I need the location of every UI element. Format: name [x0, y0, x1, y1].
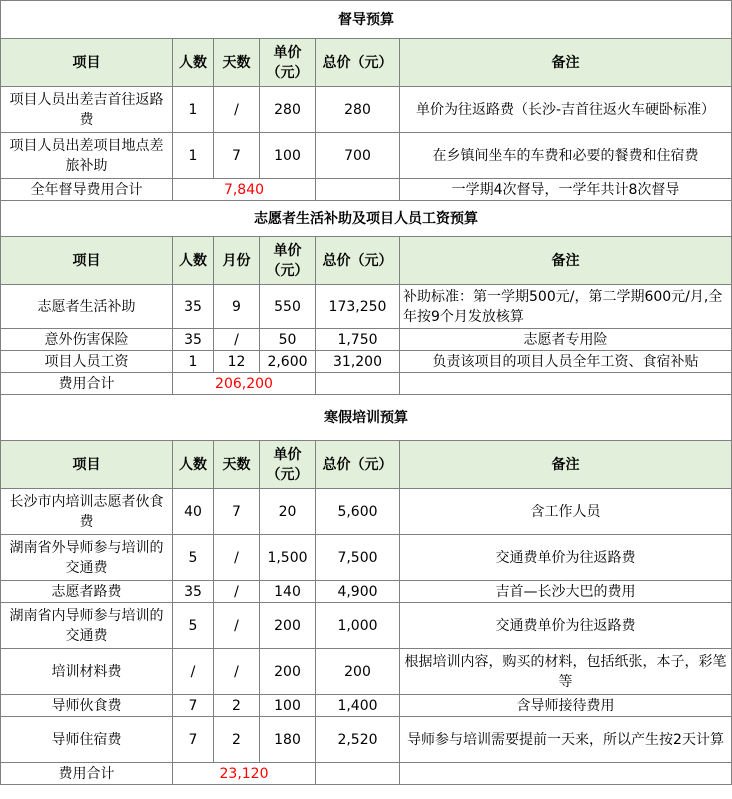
total-row — [1, 763, 732, 785]
item-cell: 项目人员出差项目地点差旅补助 — [1, 133, 173, 179]
total-row — [1, 179, 732, 201]
header-row — [1, 39, 732, 87]
header-days: 天数 — [214, 39, 260, 87]
item-cell: 导师伙食费 — [1, 695, 173, 717]
count-cell: 35 — [173, 329, 214, 351]
remark-cell: 交通费单价为往返路费 — [400, 535, 732, 581]
count-cell: 1 — [173, 87, 214, 133]
header-item: 项目 — [1, 441, 173, 489]
table-row — [1, 535, 732, 581]
unit-price-cell: 100 — [260, 133, 316, 179]
total-price-cell: 173,250 — [316, 285, 400, 329]
table-row — [1, 717, 732, 763]
count-cell: 35 — [173, 581, 214, 603]
days-cell: / — [214, 649, 260, 695]
item-cell: 意外伤害保险 — [1, 329, 173, 351]
total-price-cell: 1,750 — [316, 329, 400, 351]
item-cell: 项目人员出差吉首往返路费 — [1, 87, 173, 133]
days-cell: 7 — [214, 133, 260, 179]
unit-price-cell: 200 — [260, 649, 316, 695]
total-blank — [316, 179, 400, 201]
count-cell: 1 — [173, 133, 214, 179]
total-value: 206,200 — [173, 373, 316, 395]
header-remark: 备注 — [400, 441, 732, 489]
header-item: 项目 — [1, 39, 173, 87]
count-cell: 5 — [173, 603, 214, 649]
total-price-cell: 700 — [316, 133, 400, 179]
days-cell: 2 — [214, 717, 260, 763]
count-cell: 35 — [173, 285, 214, 329]
total-note — [400, 763, 732, 785]
days-cell: / — [214, 581, 260, 603]
total-price-cell: 7,500 — [316, 535, 400, 581]
header-count: 人数 — [173, 39, 214, 87]
header-total-price: 总价（元） — [316, 237, 400, 285]
total-price-cell: 200 — [316, 649, 400, 695]
count-cell: 1 — [173, 351, 214, 373]
header-count: 人数 — [173, 441, 214, 489]
unit-price-cell: 20 — [260, 489, 316, 535]
remark-cell: 吉首—长沙大巴的费用 — [400, 581, 732, 603]
remark-cell: 根据培训内容，购买的材料，包括纸张，本子，彩笔等 — [400, 649, 732, 695]
header-days: 天数 — [214, 441, 260, 489]
item-cell: 项目人员工资 — [1, 351, 173, 373]
total-blank — [316, 763, 400, 785]
unit-price-cell: 550 — [260, 285, 316, 329]
remark-cell: 含工作人员 — [400, 489, 732, 535]
item-cell: 湖南省外导师参与培训的交通费 — [1, 535, 173, 581]
total-note: 一学期4次督导，一学年共计8次督导 — [400, 179, 732, 201]
header-months: 月份 — [214, 237, 260, 285]
total-value: 7,840 — [173, 179, 316, 201]
total-row — [1, 373, 732, 395]
unit-price-cell: 1,500 — [260, 535, 316, 581]
table-row — [1, 581, 732, 603]
item-cell: 长沙市内培训志愿者伙食费 — [1, 489, 173, 535]
total-blank — [316, 373, 400, 395]
section-title-row — [1, 1, 732, 39]
table-row — [1, 285, 732, 329]
unit-price-cell: 180 — [260, 717, 316, 763]
header-unit-price: 单价（元） — [260, 237, 316, 285]
header-row — [1, 441, 732, 489]
table-row — [1, 329, 732, 351]
days-cell: 7 — [214, 489, 260, 535]
table-row — [1, 133, 732, 179]
total-label: 全年督导费用合计 — [1, 179, 173, 201]
table-row — [1, 489, 732, 535]
section-title: 督导预算 — [1, 1, 732, 39]
section-title: 寒假培训预算 — [1, 395, 732, 441]
total-price-cell: 2,520 — [316, 717, 400, 763]
remark-cell: 负责该项目的项目人员全年工资、食宿补贴 — [400, 351, 732, 373]
remark-cell: 在乡镇间坐车的车费和必要的餐费和住宿费 — [400, 133, 732, 179]
header-row — [1, 237, 732, 285]
header-total-price: 总价（元） — [316, 39, 400, 87]
days-cell: / — [214, 603, 260, 649]
unit-price-cell: 50 — [260, 329, 316, 351]
item-cell: 培训材料费 — [1, 649, 173, 695]
total-note — [400, 373, 732, 395]
unit-price-cell: 2,600 — [260, 351, 316, 373]
total-price-cell: 1,400 — [316, 695, 400, 717]
count-cell: 7 — [173, 717, 214, 763]
total-price-cell: 1,000 — [316, 603, 400, 649]
count-cell: 40 — [173, 489, 214, 535]
count-cell: 7 — [173, 695, 214, 717]
unit-price-cell: 200 — [260, 603, 316, 649]
header-item: 项目 — [1, 237, 173, 285]
total-price-cell: 31,200 — [316, 351, 400, 373]
total-label: 费用合计 — [1, 373, 173, 395]
remark-cell: 补助标准：第一学期500元/，第二学期600元/月,全年按9个月发放核算 — [400, 285, 732, 329]
total-price-cell: 5,600 — [316, 489, 400, 535]
remark-cell: 单价为往返路费（长沙-吉首往返火车硬卧标准） — [400, 87, 732, 133]
count-cell: / — [173, 649, 214, 695]
days-cell: 2 — [214, 695, 260, 717]
months-cell: 9 — [214, 285, 260, 329]
section-title-row — [1, 395, 732, 441]
header-remark: 备注 — [400, 237, 732, 285]
table-row — [1, 351, 732, 373]
remark-cell: 志愿者专用险 — [400, 329, 732, 351]
table-row — [1, 695, 732, 717]
header-unit-price: 单价（元） — [260, 39, 316, 87]
header-unit-price: 单价（元） — [260, 441, 316, 489]
unit-price-cell: 100 — [260, 695, 316, 717]
total-label: 费用合计 — [1, 763, 173, 785]
remark-cell: 导师参与培训需要提前一天来，所以产生按2天计算 — [400, 717, 732, 763]
item-cell: 导师住宿费 — [1, 717, 173, 763]
total-price-cell: 4,900 — [316, 581, 400, 603]
days-cell: / — [214, 87, 260, 133]
unit-price-cell: 280 — [260, 87, 316, 133]
count-cell: 5 — [173, 535, 214, 581]
total-value: 23,120 — [173, 763, 316, 785]
section-title: 志愿者生活补助及项目人员工资预算 — [1, 201, 732, 237]
item-cell: 志愿者生活补助 — [1, 285, 173, 329]
months-cell: 12 — [214, 351, 260, 373]
remark-cell: 含导师接待费用 — [400, 695, 732, 717]
days-cell: / — [214, 535, 260, 581]
unit-price-cell: 140 — [260, 581, 316, 603]
total-price-cell: 280 — [316, 87, 400, 133]
section-title-row — [1, 201, 732, 237]
item-cell: 志愿者路费 — [1, 581, 173, 603]
table-row — [1, 649, 732, 695]
table-row — [1, 603, 732, 649]
header-count: 人数 — [173, 237, 214, 285]
remark-cell: 交通费单价为往返路费 — [400, 603, 732, 649]
header-total-price: 总价（元） — [316, 441, 400, 489]
months-cell: / — [214, 329, 260, 351]
header-remark: 备注 — [400, 39, 732, 87]
item-cell: 湖南省内导师参与培训的交通费 — [1, 603, 173, 649]
table-row — [1, 87, 732, 133]
